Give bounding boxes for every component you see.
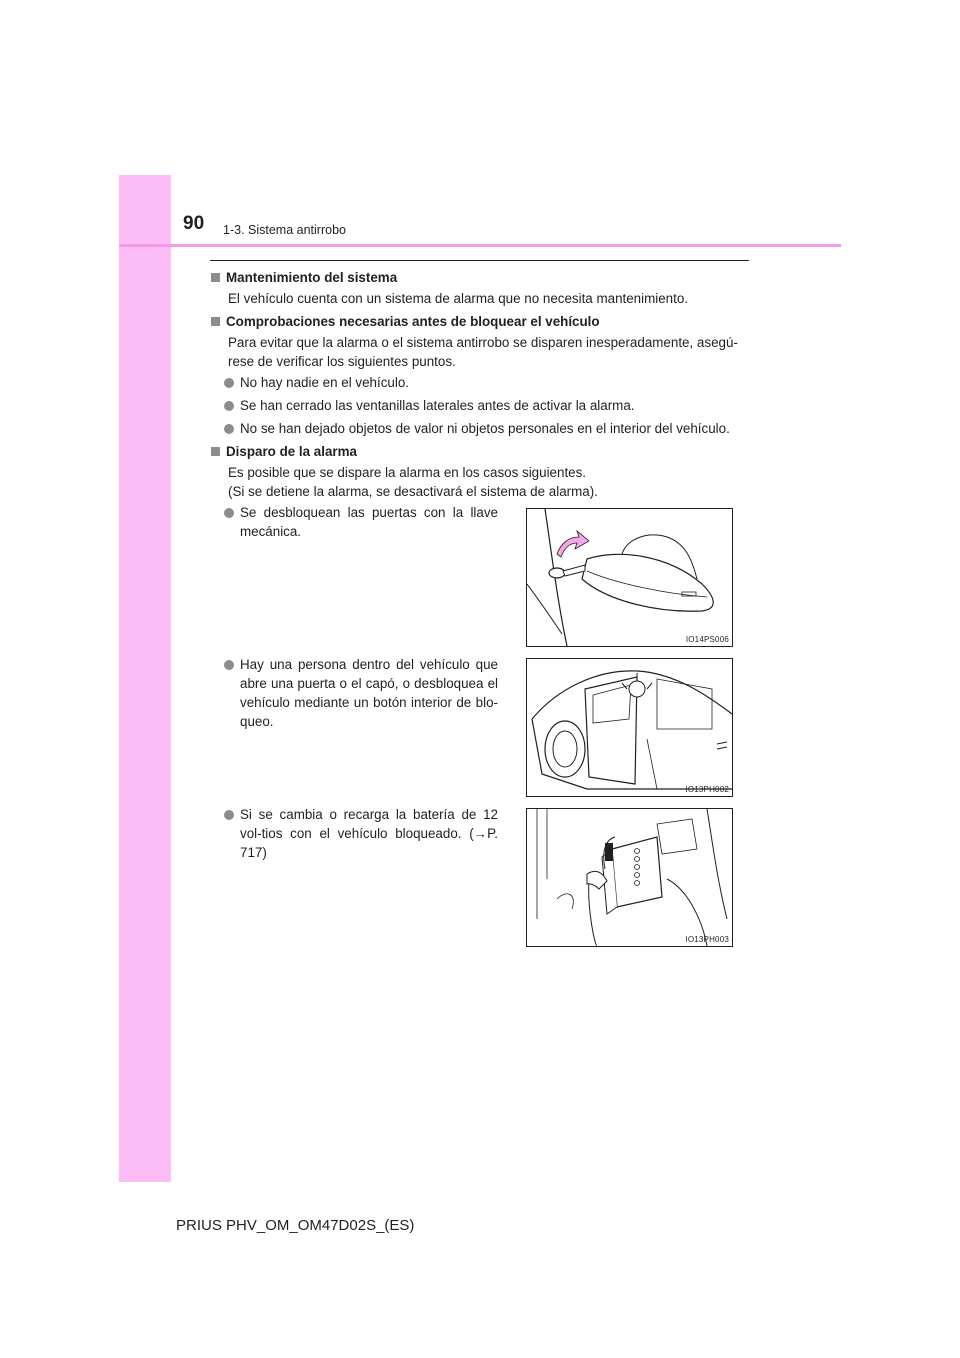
- side-thumb-band: [119, 175, 171, 1182]
- section-heading: Disparo de la alarma: [211, 442, 746, 461]
- section-body-line: Para evitar que la alarma o el sistema antirrobo se disparen inesperadamente, asegú-: [228, 335, 738, 350]
- list-item: No se han dejado objetos de valor ni objetos personales en el interior del vehículo.: [224, 419, 730, 438]
- section-body-line: (Si se detiene la alarma, se desactivará el sistema de alarma).: [228, 484, 598, 499]
- section-trigger: [211, 442, 746, 501]
- figure-person-inside: [526, 658, 733, 797]
- square-bullet-icon: [211, 273, 220, 282]
- footer-doc-id: PRIUS PHV_OM_OM47D02S_(ES): [176, 1217, 415, 1234]
- figure-battery: [526, 808, 733, 947]
- round-bullet-icon: [224, 508, 234, 518]
- section-body-line: Es posible que se dispare la alarma en los casos siguientes.: [228, 465, 587, 480]
- square-bullet-icon: [211, 317, 220, 326]
- battery-engine-bay-illustration: [527, 809, 732, 946]
- round-bullet-icon: [224, 401, 234, 411]
- door-handle-key-illustration: [527, 509, 732, 646]
- page-number: 90: [183, 213, 205, 234]
- trigger-item-text: Hay una persona dentro del vehículo que abre una puerta o el capó, o desbloquea el vehículo mediante un botón interior de blo-queo.: [240, 657, 498, 729]
- figure-code: IO14PS006: [685, 635, 729, 644]
- trigger-item-text: Se desbloquean las puertas con la llave mecánica.: [240, 505, 498, 539]
- list-item: No hay nadie en el vehículo.: [224, 373, 409, 392]
- list-item: Se han cerrado las ventanillas laterales antes de activar la alarma.: [224, 396, 635, 415]
- round-bullet-icon: [224, 378, 234, 388]
- round-bullet-icon: [224, 660, 234, 670]
- section-maintenance: [211, 268, 746, 308]
- section-body-line: rese de verificar los siguientes puntos.: [228, 354, 456, 369]
- trigger-item-text: Si se cambia o recarga la batería de 12 vol-tios con el vehículo bloqueado. (→P. 717): [240, 807, 498, 860]
- content-rule: [210, 260, 749, 261]
- round-bullet-icon: [224, 424, 234, 434]
- square-bullet-icon: [211, 447, 220, 456]
- section-body: El vehículo cuenta con un sistema de alarma que no necesita mantenimiento.: [228, 291, 689, 306]
- section-heading: Comprobaciones necesarias antes de bloquear el vehículo: [211, 312, 746, 331]
- section-label: 1-3. Sistema antirrobo: [223, 223, 346, 237]
- section-checks: [211, 312, 746, 371]
- round-bullet-icon: [224, 810, 234, 820]
- figure-code: IO13PH003: [685, 935, 729, 944]
- header-rule: [119, 244, 841, 247]
- section-heading: Mantenimiento del sistema: [211, 268, 746, 287]
- figure-mechanical-key: [526, 508, 733, 647]
- figure-code: IO13PH002: [685, 785, 729, 794]
- car-door-open-illustration: [527, 659, 732, 796]
